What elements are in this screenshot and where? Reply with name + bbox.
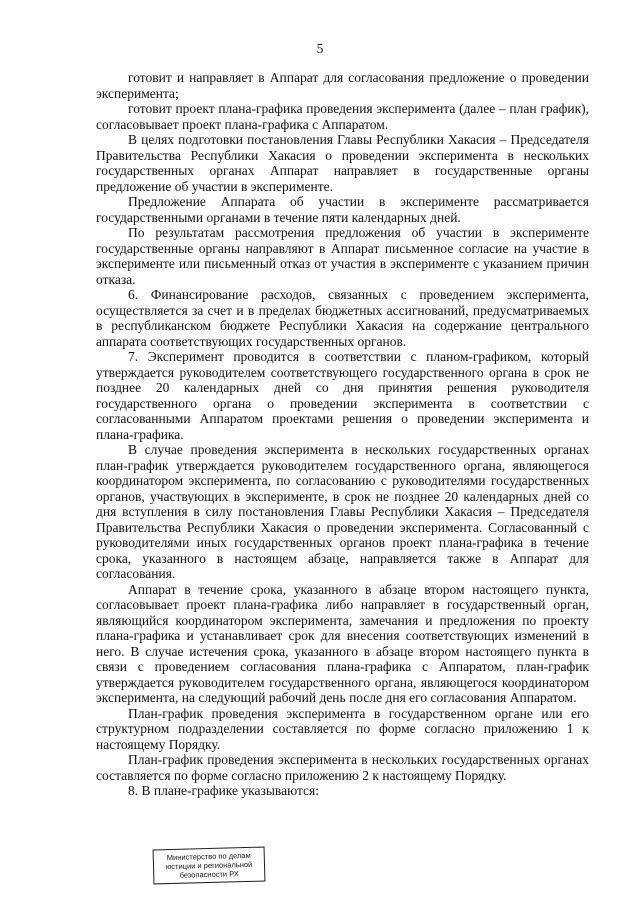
paragraph: Предложение Аппарата об участии в эксперименте рассматривается государственными органами в течение пяти календарных дней.	[96, 194, 589, 225]
paragraph: 7. Эксперимент проводится в соответствии с планом-графиком, который утверждается руководителем соответствующего государственного органа в срок не позднее 20 календарных дней со дня принятия решения руководителя государственного органа о проведении эксперимента в соответствии с согласованными Аппаратом проектами решения о проведении эксперимента и плана-графика.	[96, 349, 589, 442]
stamp-line: Министерство по делам	[166, 850, 251, 863]
paragraph: готовит проект плана-графика проведения эксперимента (далее – план график), согласовывает проект плана-графика с Аппаратом.	[96, 101, 589, 132]
ministry-stamp	[153, 847, 266, 885]
paragraph: 6. Финансирование расходов, связанных с проведением эксперимента, осуществляется за счет и в пределах бюджетных ассигнований, предусматриваемых в республиканском бюджете Республики Хакасия на содержание центрального аппарата соответствующих государственных органов.	[96, 287, 589, 349]
paragraph: В случае проведения эксперимента в нескольких государственных органах план-график утверждается руководителем государственного органа, являющегося координатором эксперимента, по согласованию с руководителями государственных органов, участвующих в эксперименте, в срок не позднее 20 календарных дней со дня вступления в силу постановления Главы Республики Хакасия – Председателя Правительства Республики Хакасия о проведении эксперимента. Согласованный с руководителями иных государственных органов проект плана-графика в течение срока, указанного в настоящем абзаце, направляется также в Аппарат для согласования.	[96, 442, 589, 581]
page-number: 5	[316, 41, 324, 56]
paragraph: План-график проведения эксперимента в нескольких государственных органах составляется по форме согласно приложению 2 к настоящему Порядку.	[96, 752, 589, 783]
paragraph: 8. В плане-графике указываются:	[128, 783, 319, 798]
stamp-line: безопасности РХ	[179, 869, 239, 880]
paragraph: В целях подготовки постановления Главы Республики Хакасия – Председателя Правительства Республики Хакасия о проведении эксперимента в нескольких государственных органах Аппарат направляет в государственные органы предложение об участии в эксперименте.	[96, 132, 589, 194]
body-text	[96, 70, 589, 799]
paragraph: Аппарат в течение срока, указанного в абзаце втором настоящего пункта, согласовывает проект плана-графика либо направляет в государственный орган, являющийся координатором эксперимента, замечания и предложения по проекту плана-графика и устанавливает срок для внесения соответствующих изменений в него. В случае истечения срока, указанного в абзаце втором настоящего пункта в связи с проведением согласования плана-графика с Аппаратом, план-график утверждается руководителем государственного органа, являющегося координатором эксперимента, на следующий рабочий день после дня его согласования Аппаратом.	[96, 581, 589, 705]
paragraph: План-график проведения эксперимента в государственном органе или его структурном подразделении составляется по форме согласно приложению 1 к настоящему Порядку.	[96, 705, 589, 752]
stamp-line: юстиции и региональной	[165, 859, 253, 872]
paragraph: По результатам рассмотрения предложения об участии в эксперименте государственные органы направляют в Аппарат письменное согласие на участие в эксперименте или письменный отказ от участия в эксперименте с указанием причин отказа.	[96, 225, 589, 287]
paragraph: готовит и направляет в Аппарат для согласования предложение о проведении эксперимента;	[96, 70, 589, 101]
